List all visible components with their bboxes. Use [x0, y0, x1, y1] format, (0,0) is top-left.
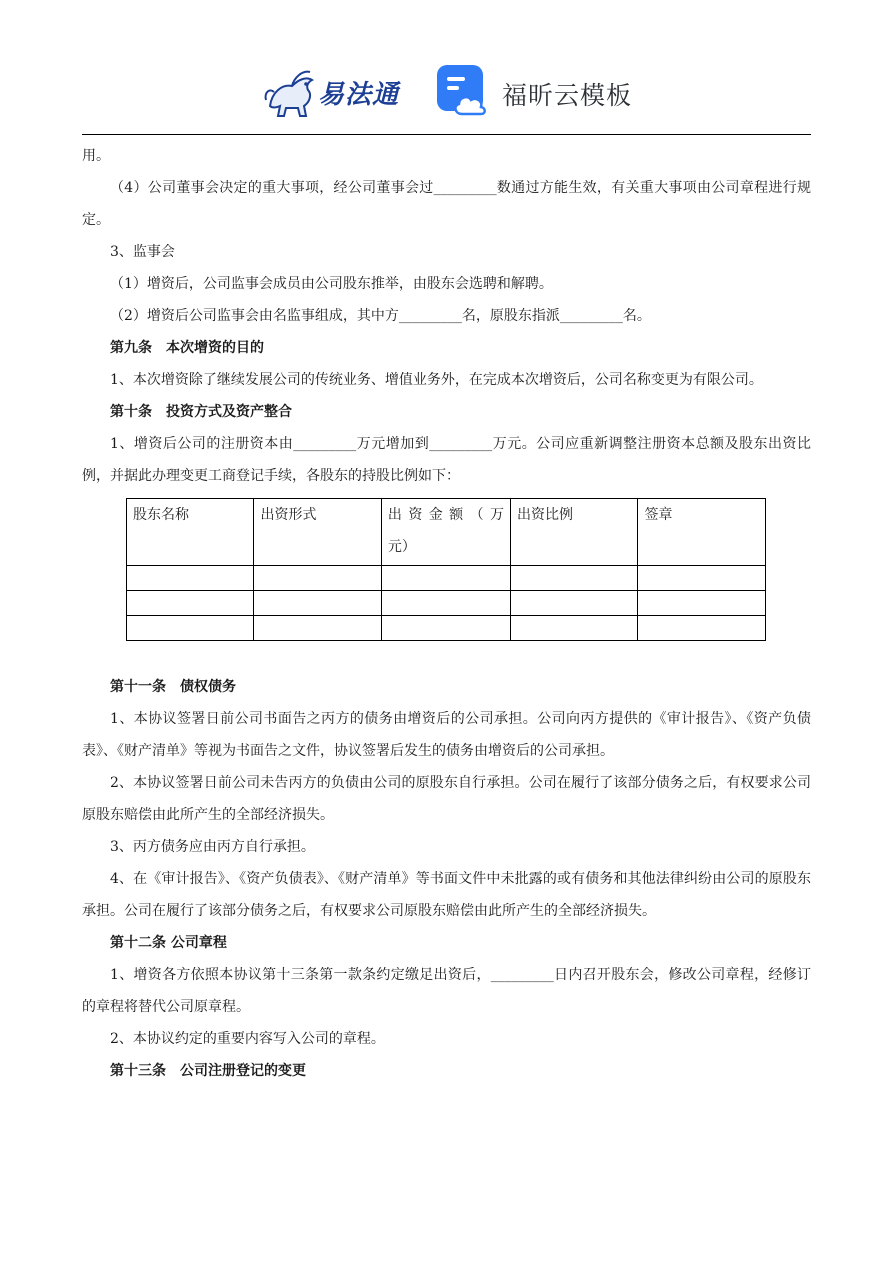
paragraph: （2）增资后公司监事会由名监事组成，其中方_________名，原股东指派_________名。 — [110, 308, 651, 324]
table-header-cell: 出资比例 — [511, 499, 638, 566]
paragraph: 1、增资后公司的注册资本由_________万元增加到_________万元。公司应重新调整注册资本总额及股东出资比例，并据此办理变更工商登记手续，各股东的持股比例如下： — [82, 436, 811, 484]
table-header-cell: 股东名称 — [127, 499, 254, 566]
logo-right-text: 福昕云模板 — [502, 81, 633, 110]
logo-left-text: 易法通 — [318, 80, 400, 110]
table-cell — [254, 566, 381, 591]
paragraph: 1、增资各方依照本协议第十三条第一款条约定缴足出资后，_________日内召开股东会，修改公司章程，经修订的章程将替代公司原章程。 — [82, 967, 811, 1015]
table-cell — [511, 591, 638, 616]
table-row — [127, 591, 766, 616]
section-heading: 3、监事会 — [110, 244, 175, 260]
article-heading: 第十二条 公司章程 — [110, 935, 227, 951]
qilin-icon — [262, 62, 320, 120]
table-header-cell: 出 资 金 额 （ 万 元） — [381, 499, 510, 566]
foxit-template-logo — [436, 64, 646, 118]
table-row — [127, 616, 766, 641]
table-cell — [127, 591, 254, 616]
yifatong-logo — [262, 62, 422, 120]
table-cell — [381, 566, 510, 591]
paragraph: 2、本协议约定的重要内容写入公司的章程。 — [110, 1031, 385, 1047]
table-cell — [381, 616, 510, 641]
table-header-cell: 出资形式 — [254, 499, 381, 566]
paragraph: （1）增资后，公司监事会成员由公司股东推举，由股东会选聘和解聘。 — [110, 276, 553, 292]
shareholder-table — [126, 498, 766, 641]
table-cell — [638, 566, 766, 591]
article-heading: 第十一条 债权债务 — [110, 679, 236, 695]
table-cell — [638, 591, 766, 616]
article-heading: 第十条 投资方式及资产整合 — [110, 404, 292, 420]
paragraph: 1、本协议签署日前公司书面告之丙方的债务由增资后的公司承担。公司向丙方提供的《审计报告》、《资产负债表》、《财产清单》等视为书面告之文件，协议签署后发生的债务由增资后的公司承担。 — [82, 711, 811, 759]
table-row — [127, 566, 766, 591]
spacer — [82, 641, 811, 671]
table-header-cell: 签章 — [638, 499, 766, 566]
table-cell — [638, 616, 766, 641]
header-divider — [82, 134, 811, 135]
cloud-document-icon — [436, 64, 490, 118]
table-cell — [127, 566, 254, 591]
page-header — [0, 58, 893, 122]
table-cell — [511, 566, 638, 591]
table-cell — [127, 616, 254, 641]
paragraph: 2、本协议签署日前公司未告丙方的负债由公司的原股东自行承担。公司在履行了该部分债务之后，有权要求公司原股东赔偿由此所产生的全部经济损失。 — [82, 775, 811, 823]
paragraph: 4、在《审计报告》、《资产负债表》、《财产清单》等书面文件中未批露的或有债务和其他法律纠纷由公司的原股东承担。公司在履行了该部分债务之后，有权要求公司原股东赔偿由此所产生的全部经济损失。 — [82, 871, 811, 919]
paragraph: 用。 — [82, 148, 110, 164]
article-heading: 第十三条 公司注册登记的变更 — [110, 1063, 306, 1079]
table-cell — [381, 591, 510, 616]
document-body — [82, 140, 811, 1087]
table-cell — [254, 591, 381, 616]
table-header-row — [127, 499, 766, 566]
table-cell — [511, 616, 638, 641]
table-cell — [254, 616, 381, 641]
paragraph: （4）公司董事会决定的重大事项，经公司董事会过_________数通过方能生效，有关重大事项由公司章程进行规定。 — [82, 180, 811, 228]
paragraph: 1、本次增资除了继续发展公司的传统业务、增值业务外，在完成本次增资后，公司名称变更为有限公司。 — [110, 372, 763, 388]
article-heading: 第九条 本次增资的目的 — [110, 340, 264, 356]
paragraph: 3、丙方债务应由丙方自行承担。 — [110, 839, 315, 855]
